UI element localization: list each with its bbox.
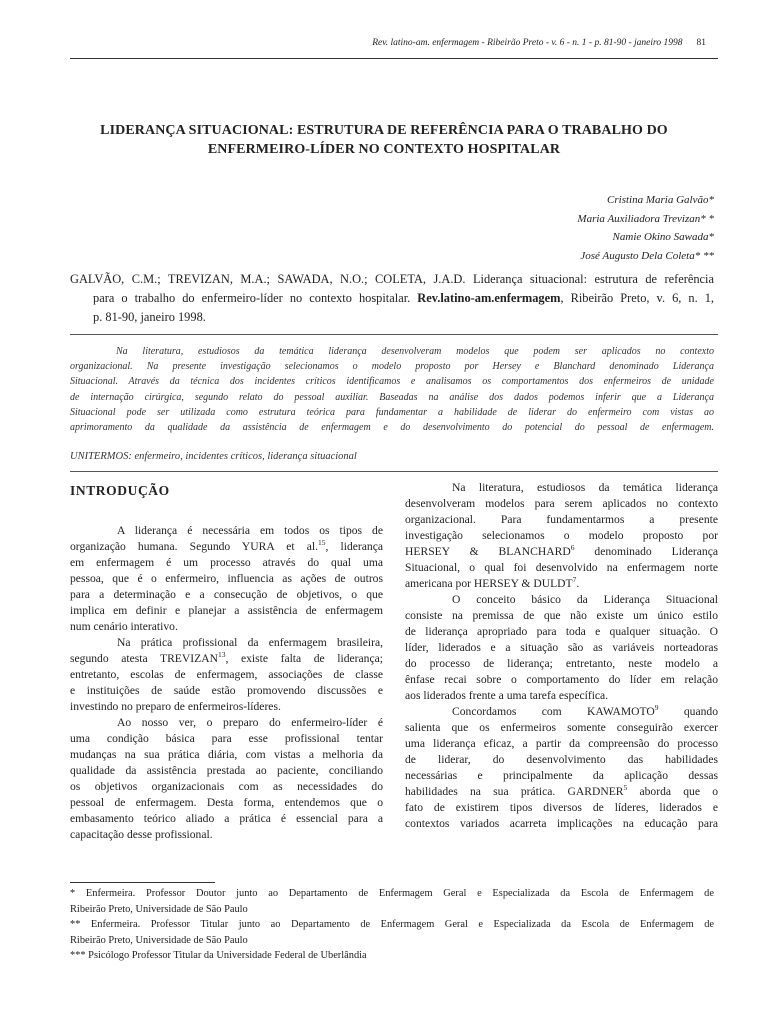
text-line: Situacional, o qual foi desenvolvido na enfermagem norte (405, 561, 718, 574)
abstract-line: Situacional. Através da técnica dos incidentes críticos identificamos e analisamos os comportamentos dos enfermeiros de unidade (70, 376, 714, 388)
title-line-2: ENFERMEIRO-LÍDER NO CONTEXTO HOSPITALAR (207, 142, 561, 157)
text-segment: habilidades na sua prática. GARDNER (405, 785, 624, 798)
text-line (405, 544, 718, 560)
text-line: fato de existirem tipos diversos de líderes, liderados e (405, 801, 718, 814)
keywords-rule (70, 471, 718, 472)
text-line (405, 704, 718, 720)
text-line (70, 651, 383, 667)
author-name: Cristina Maria Galvão* (607, 194, 714, 206)
text-segment: americana por HERSEY & DULDT (405, 577, 573, 590)
footnote-line: * Enfermeira. Professor Doutor junto ao Departamento de Enfermagem Geral e Especializada da Escola de Enfermagem de (70, 888, 714, 899)
footnote-line: *** Psicólogo Professor Titular da Universidade Federal de Uberlândia (70, 950, 367, 962)
text-line: organizacional. Para fundamentarmos a presente (405, 513, 718, 526)
reference-number: 7 (572, 575, 577, 585)
text-line: pessoal de enfermagem. Desta forma, entendemos que o (70, 796, 383, 809)
text-line: necessárias e principalmente da aplicação dessas (405, 769, 718, 782)
text-segment: Concordamos com KAWAMOTO (452, 705, 655, 718)
page-number: 81 (696, 38, 706, 48)
text-line (405, 784, 718, 800)
text-line: do processo de liderança; entretanto, neste modelo a (405, 657, 718, 670)
paragraph (70, 715, 383, 843)
text-segment: denominado Liderança (574, 545, 719, 558)
text-line: qualidade da assistência prestada ao paciente, conciliando (70, 764, 383, 777)
text-line: capacitação desse profissional. (70, 828, 213, 841)
reference-number: 13 (217, 650, 226, 660)
journal-name: Rev.latino-am.enfermagem (417, 291, 561, 305)
text-segment: , existe falta de liderança; (225, 652, 383, 665)
keywords: UNITERMOS: enfermeiro, incidentes críticos, liderança situacional (70, 451, 357, 462)
footnote-line: ** Enfermeira. Professor Titular junto ao Departamento de Enfermagem Geral e Especializada da Escola de Enfermagem de (70, 919, 714, 931)
title-line-1: LIDERANÇA SITUACIONAL: ESTRUTURA DE REFERÊNCIA PARA O TRABALHO DO (100, 123, 668, 138)
text-segment: organização humana. Segundo YURA et al. (70, 540, 318, 553)
text-line: implica em definir e planejar a assistência de enfermagem (70, 604, 383, 617)
section-heading: INTRODUÇÃO (70, 483, 170, 498)
text-line: de liderança apropriado para toda e qualquer situação. O (405, 625, 718, 638)
reference-rule (70, 334, 718, 335)
paragraph (405, 704, 718, 832)
text-line (70, 539, 383, 555)
author-name: Maria Auxiliadora Trevizan* * (577, 212, 714, 225)
footnote-line: Ribeirão Preto, Universidade de São Paulo (70, 934, 248, 946)
text-segment: segundo atesta TREVIZAN (70, 652, 218, 665)
footnotes (70, 886, 714, 964)
text-line: A liderança é necessária em todos os tipos de (117, 524, 383, 537)
abstract-line: organizacional. Na presente investigação selecionamos o modelo proposto por Hersey e Blanchard denominado Liderança (70, 361, 714, 373)
text-line: mudanças na sua prática diária, com vistas a melhoria da (70, 748, 383, 761)
abstract (70, 344, 714, 435)
text-line: Na prática profissional da enfermagem brasileira, (117, 636, 383, 649)
text-line: ênfase recai sobre o comportamento do líder em relação (405, 673, 718, 686)
citation-line-1: GALVÃO, C.M.; TREVIZAN, M.A.; SAWADA, N.O.; COLETA, J.A.D. Liderança situacional: estrutura de referência (70, 272, 714, 286)
text-line: em enfermagem é um processo através do qual uma (70, 556, 383, 569)
text-line: investindo no preparo de enfermeiros-líderes. (70, 700, 281, 713)
reference-number: 5 (623, 783, 628, 793)
reference-number: 9 (654, 703, 659, 713)
text-line: Na literatura, estudiosos da temática liderança (452, 481, 718, 494)
citation-text: para o trabalho do enfermeiro-líder no contexto hospitalar. (93, 291, 411, 305)
text-line: os objetivos organizacionais com as necessidades do (70, 780, 383, 793)
abstract-line: Situacional pode ser utilizada como estrutura teórica para fundamentar a habilidade de liderar do enfermeiro com vistas ao (70, 406, 714, 418)
author-name: Namie Okino Sawada* (612, 231, 714, 243)
text-line: num cenário interativo. (70, 620, 178, 633)
citation-text: , Ribeirão Preto, v. 6, n. 1, (560, 291, 715, 305)
paragraph (70, 635, 383, 715)
text-line: desenvolveram modelos para serem aplicados no contexto (405, 497, 718, 510)
abstract-line: de internação cirúrgica, segundo relato do pessoal auxiliar. Baseadas na análise dos dados podemos inferir que a Liderança (70, 391, 714, 403)
citation-line-2 (70, 289, 714, 308)
text-line: líder, liderados e a situação são as variáveis norteadoras (405, 641, 718, 654)
text-segment: . (576, 577, 580, 590)
reference-number: 15 (318, 538, 326, 548)
text-segment: , liderança (325, 540, 384, 553)
abstract-line: Na literatura, estudiosos da temática liderança desenvolveram modelos que podem ser aplicados no contexto (116, 346, 714, 357)
paragraph (405, 480, 718, 592)
right-column (405, 480, 718, 832)
author-list (577, 191, 714, 265)
text-segment: aborda que o (627, 785, 719, 798)
text-segment: quando (658, 705, 719, 718)
text-line: O conceito básico da Liderança Situacional (452, 593, 718, 606)
text-line: uma condição básica para esse profissional tentar (70, 732, 383, 745)
text-line: pessoa, que é o enfermeiro, influencia as ações de outros (70, 572, 383, 585)
citation-line-3: p. 81-90, janeiro 1998. (93, 310, 206, 324)
running-header (70, 38, 706, 48)
paragraph (405, 592, 718, 704)
text-line: para a determinação e a consecução de objetivos, o que (70, 588, 383, 601)
footnote-line: Ribeirão Preto, Universidade de São Paulo (70, 903, 248, 915)
text-line: Ao nosso ver, o preparo do enfermeiro-líder é (117, 716, 383, 729)
text-line: embasamento teórico aliado a prática é essencial para a (70, 812, 383, 825)
header-rule (70, 58, 718, 59)
reference-number: 6 (570, 543, 575, 553)
footnote-rule (70, 882, 215, 883)
text-line: consiste na premissa de que não existe um único estilo (405, 609, 718, 622)
text-line: de liderar, do desenvolvimento das habilidades (405, 753, 718, 766)
author-name: José Augusto Dela Coleta* ** (580, 249, 714, 262)
text-line: salienta que os enfermeiros somente conseguirão exercer (405, 721, 718, 734)
citation-reference (70, 270, 714, 327)
text-line: investigação selecionamos o modelo proposto por (405, 529, 718, 542)
paragraph (70, 523, 383, 635)
abstract-line: aprimoramento da qualidade da assistência de enfermagem e do desenvolvimento do potencial do pessoal de enfermagem. (70, 422, 714, 434)
text-segment: HERSEY & BLANCHARD (405, 545, 571, 558)
article-title (60, 121, 708, 159)
text-line: uma liderança eficaz, a partir da compreensão do processo (405, 737, 718, 750)
left-column (70, 480, 383, 843)
text-line (405, 576, 718, 592)
text-line: entretanto, escolas de enfermagem, associações de classe (70, 668, 383, 681)
text-line: contextos variados acarreta implicações na educação para (405, 817, 718, 830)
text-line: e instituições de saúde estão promovendo discussões e (70, 684, 383, 697)
text-line: aos liderados frente a uma tarefa específica. (405, 689, 609, 702)
running-title: Rev. latino-am. enfermagem - Ribeirão Preto - v. 6 - n. 1 - p. 81-90 - janeiro 1998 (372, 38, 683, 48)
